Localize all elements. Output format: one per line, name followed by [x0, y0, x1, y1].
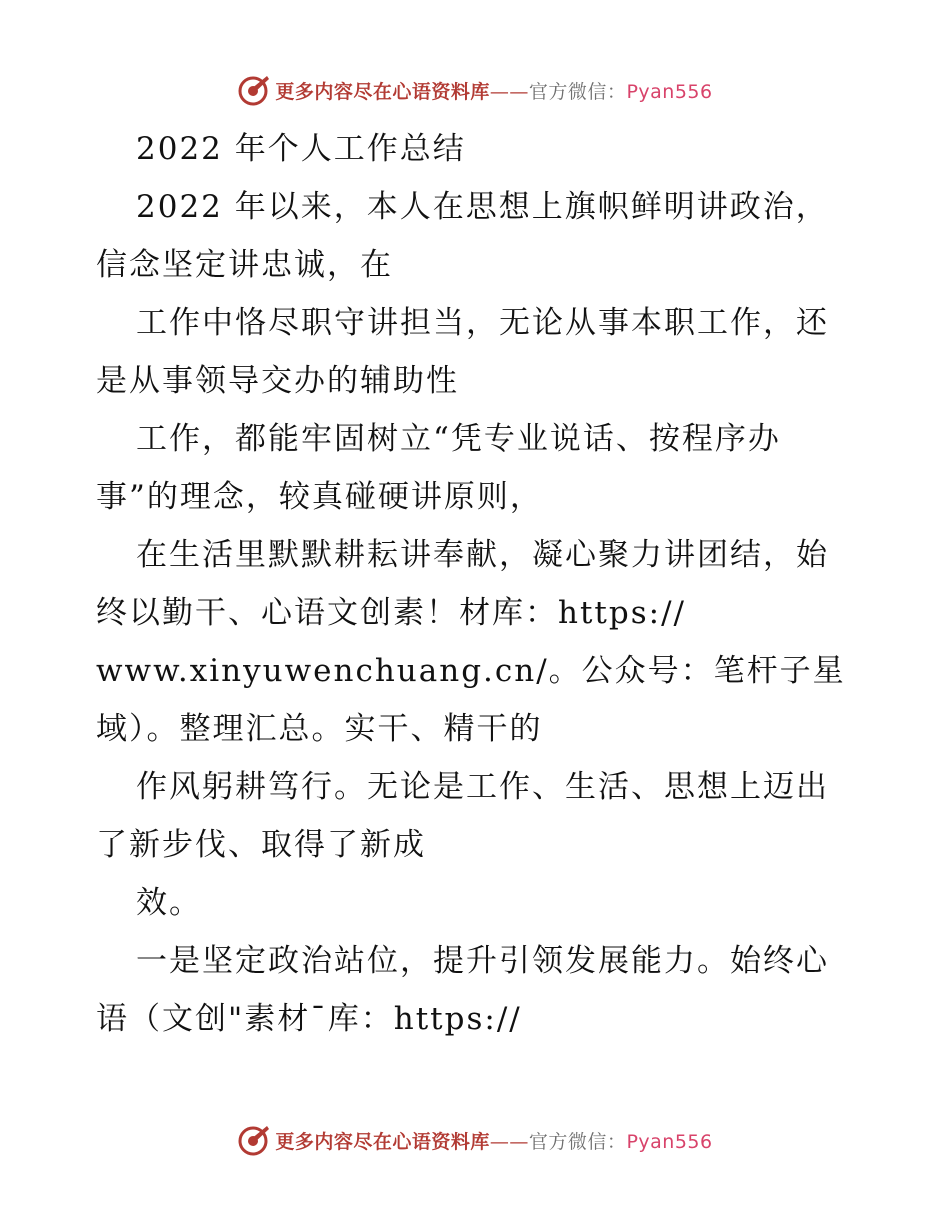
banner-brand-text: 更多内容尽在心语资料库 [275, 80, 490, 103]
document-line: 在生活里默默耕耘讲奉献，凝心聚力讲团结，始 [136, 537, 829, 573]
document-line: 工作中恪尽职守讲担当，无论从事本职工作，还 [136, 305, 829, 341]
document-line: 一是坚定政治站位，提升引领发展能力。始终心 [136, 943, 829, 979]
banner-dash: —— [489, 1130, 529, 1153]
document-title: 2022 年个人工作总结 [136, 131, 466, 167]
document-body [96, 120, 856, 1048]
document-line: 域）。整理汇总。实干、精干的 [96, 711, 543, 747]
document-line: 2022 年以来，本人在思想上旗帜鲜明讲政治， [136, 189, 829, 225]
footer-watermark-banner [0, 1120, 950, 1160]
document-line: 效。 [136, 885, 202, 921]
banner-wechat-label: 官方微信： [528, 1130, 627, 1153]
document-line: 事”的理念，较真碰硬讲原则， [96, 479, 543, 515]
document-line: www.xinyuwenchuang.cn/。公众号：笔杆子星 [96, 653, 846, 689]
document-line: 终以勤干、心语文创素！材库：https:// [96, 595, 686, 631]
document-line: 作风躬耕笃行。无论是工作、生活、思想上迈出 [136, 769, 829, 805]
banner-brand-text: 更多内容尽在心语资料库 [275, 1130, 490, 1153]
header-watermark-banner [0, 70, 950, 110]
document-line: 信念坚定讲忠诚，在 [96, 247, 393, 283]
document-line: 语（文创"素材¯库：https:// [96, 1001, 522, 1037]
banner-dash: —— [489, 80, 529, 103]
brand-logo-icon [237, 1123, 271, 1157]
banner-wechat-id: Pyan556 [626, 80, 713, 103]
document-line: 是从事领导交办的辅助性 [96, 363, 459, 399]
document-line: 了新步伐、取得了新成 [96, 827, 426, 863]
brand-logo-icon [237, 73, 271, 107]
document-line: 工作，都能牢固树立“凭专业说话、按程序办 [136, 421, 781, 457]
banner-wechat-label: 官方微信： [528, 80, 627, 103]
banner-wechat-id: Pyan556 [626, 1130, 713, 1153]
